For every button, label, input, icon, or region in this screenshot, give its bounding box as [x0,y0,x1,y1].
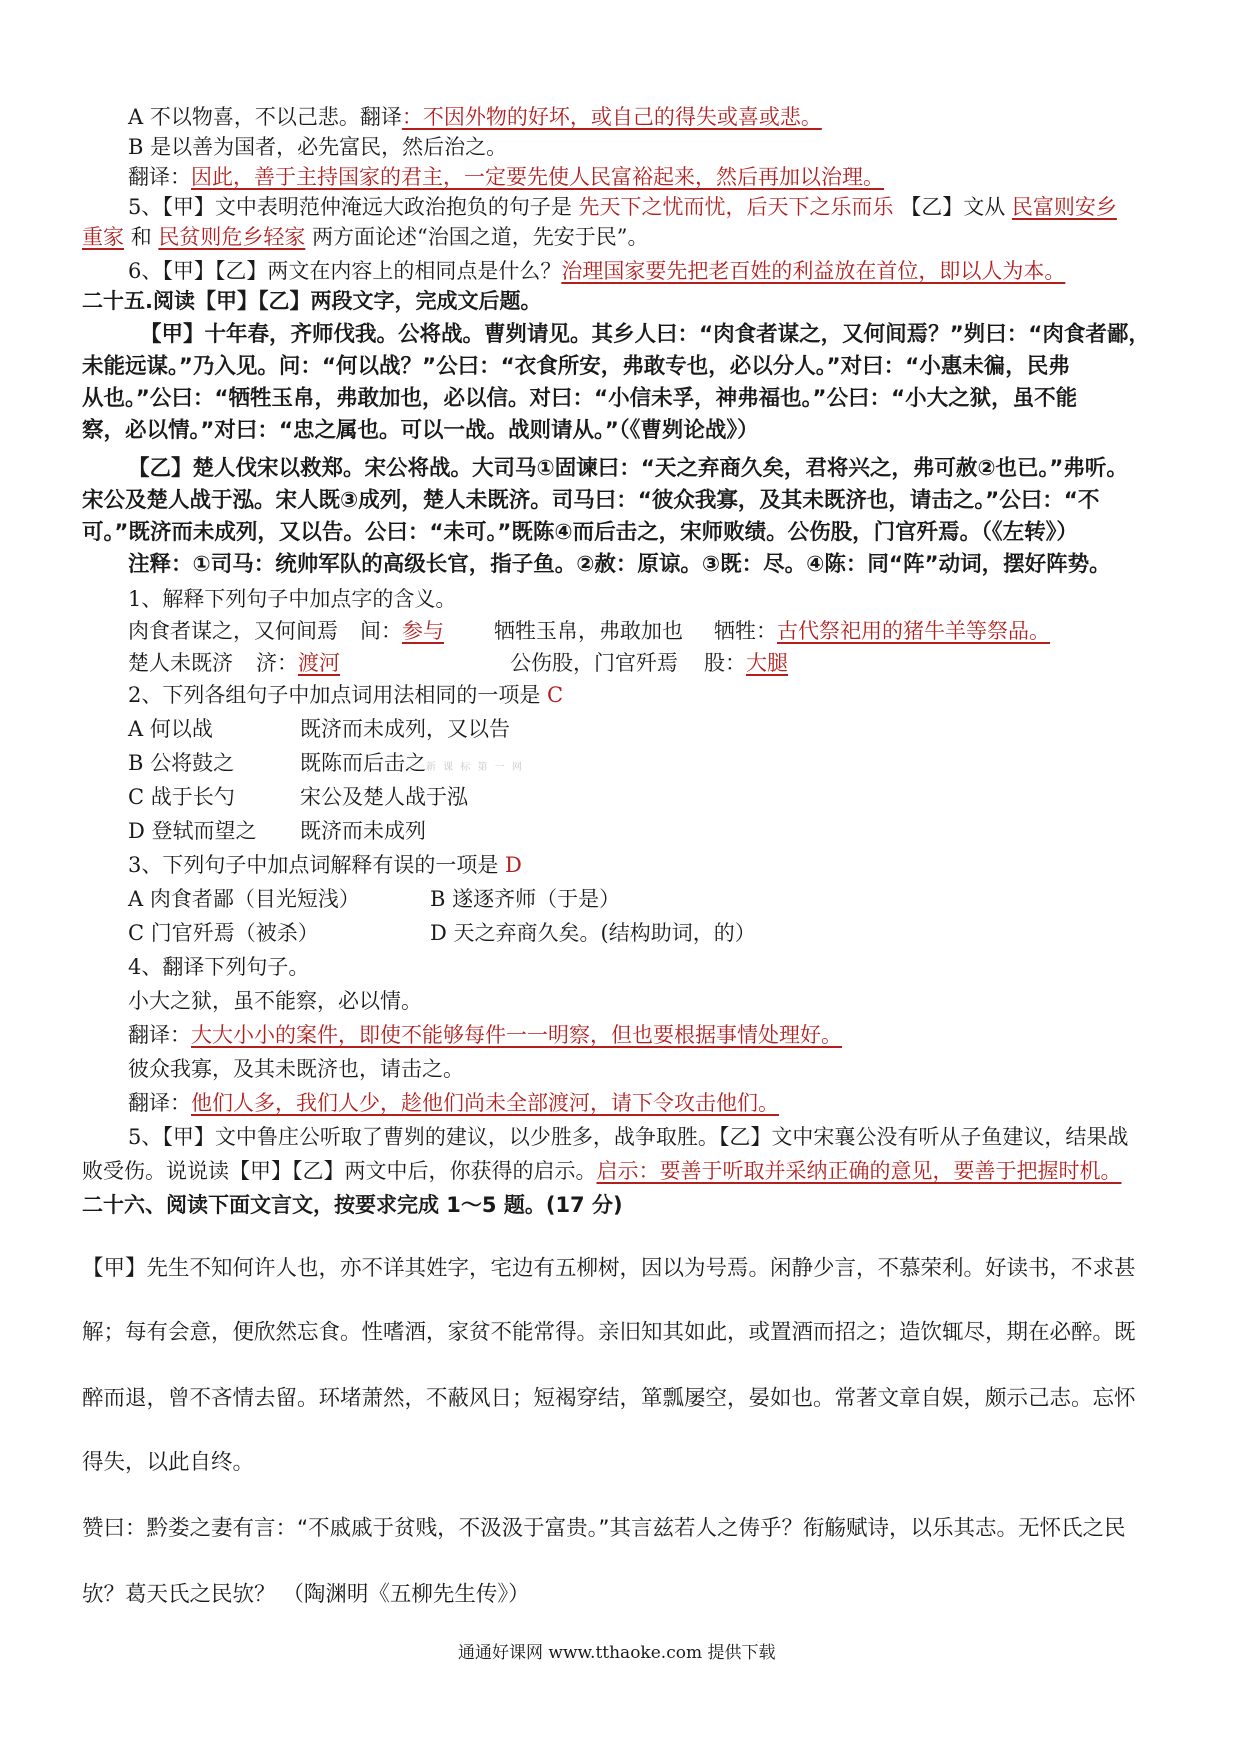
s26-line-4: 得失，以此自终。 [82,1450,255,1475]
s26-heading: 二十六、阅读下面文言文，按要求完成 1～5 题。(17 分) [82,1193,623,1217]
s24-q5-answer-2b: 重家 [82,225,124,249]
s25-q1-row-d: 公伤股，门官歼焉 [510,651,678,675]
s25-q1-row-d-ans: 股：大腿 [704,651,788,675]
s24-question-b: B 是以善为国者，必先富民，然后治之。 [128,135,508,159]
s25-q2-answer: C [547,683,564,707]
s26-line-3: 醉而退，曾不吝情去留。环堵萧然，不蔽风日；短褐穿结，箪瓢屡空，晏如也。常著文章自娱，颇示己志。忘怀 [82,1386,1136,1411]
s25-q3-option-c: C 门官歼焉（被杀） [128,921,319,945]
s25-q2-row-c-left: C 战于长勺 [128,785,235,809]
s25-q2-row-c-right: 宋公及楚人战于泓 [300,785,468,809]
s25-q3-title: 3、下列句子中加点词解释有误的一项是 D [128,853,522,877]
s24-q5-answer-3: 民贫则危乡轻家 [158,225,306,249]
s24-question-5: 5、【甲】文中表明范仲淹远大政治抱负的句子是 先天下之忧而忧，后天下之乐而乐 【乙】文从 民富则安乡 [128,195,1117,219]
s25-q4-answer-2: 他们人多，我们人少，趁他们尚未全部渡河，请下令攻击他们。 [191,1091,779,1115]
s25-q1-answer-d: 大腿 [746,651,788,675]
watermark: 新 课 标 第 一 网 [426,762,524,773]
s24-question-a: A 不以物喜，不以己悲。翻译：不因外物的好坏，或自己的得失或喜或悲。 [128,105,822,129]
s25-q5-answer: 启示：要善于听取并采纳正确的意见，要善于把握时机。 [596,1159,1122,1183]
s25-q2-row-b-right: 既陈而后击之新 课 标 第 一 网 [300,751,524,775]
s25-q2-row-a-right: 既济而未成列，又以告 [300,717,510,741]
s25-q4-answer-1: 大大小小的案件，即使不能够每件一一明察，但也要根据事情处理好。 [191,1023,842,1047]
s25-q1-title: 1、解释下列句子中加点字的含义。 [128,587,457,611]
s24-answer-a: ：不因外物的好坏，或自己的得失或喜或悲。 [401,105,822,129]
s25-q1-row-a: 肉食者谋之，又何间焉 [128,619,338,643]
s24-question-5-cont: 重家 和 民贫则危乡轻家 两方面论述“治国之道，先安于民”。 [82,225,649,249]
s25-q2-row-a-left: A 何以战 [128,717,213,741]
s26-line-2: 解；每有会意，便欣然忘食。性嗜酒，家贫不能常得。亲旧知其如此，或置酒而招之；造饮辄尽，期在必醉。既 [82,1320,1136,1345]
s25-q3-option-d: D 天之弃商久矣。(结构助词，的） [430,921,756,945]
page-footer: 通通好课网 www.tthaoke.com 提供下载 [458,1643,776,1663]
s26-line-6: 欤？葛天氏之民欤？ （陶渊明《五柳先生传》） [82,1582,530,1607]
s25-q4-answer-2-line: 翻译：他们人多，我们人少，趁他们尚未全部渡河，请下令攻击他们。 [128,1091,779,1115]
s25-yi-line-1: 【乙】楚人伐宋以救郑。宋公将战。大司马①固谏曰：“天之弃商久矣，君将兴之，弗可赦②也已。”弗听。 [128,456,1128,481]
s24-q5-answer-1: 先天下之忧而忧，后天下之乐而乐 [578,195,894,219]
s25-q5-line-2: 败受伤。说说读【甲】【乙】两文中后，你获得的启示。启示：要善于听取并采纳正确的意见，要善于把握时机。 [82,1159,1122,1183]
s25-q1-row-b-ans: 牺牲：古代祭祀用的猪牛羊等祭品。 [714,619,1050,643]
s25-q1-row-a-ans: 间：参与 [360,619,444,643]
s25-jia-line-1: 【甲】十年春，齐师伐我。公将战。曹刿请见。其乡人曰：“肉食者谋之，又何间焉？”刿曰：“肉食者鄙， [140,322,1150,347]
s24-answer-b: 因此，善于主持国家的君主，一定要先使人民富裕起来，然后再加以治理。 [191,165,884,189]
s25-q1-row-b: 牺牲玉帛，弗敢加也 [494,619,683,643]
s25-jia-line-4: 察，必以情。”对曰：“忠之属也。可以一战。战则请从。”（《曹刿论战》） [82,418,759,443]
s25-jia-line-2: 未能远谋。”乃入见。问：“何以战？”公曰：“衣食所安，弗敢专也，必以分人。”对曰：“小惠未徧，民弗 [82,354,1070,379]
s25-q1-row-c: 楚人未既济 [128,651,233,675]
s25-q1-answer-c: 渡河 [298,651,340,675]
s25-q1-row-c-ans: 济：渡河 [256,651,340,675]
s26-line-5: 赞曰：黔娄之妻有言：“不戚戚于贫贱，不汲汲于富贵。”其言兹若人之俦乎？衔觞赋诗，以乐其志。无怀氏之民 [82,1516,1126,1541]
s25-q1-answer-a: 参与 [402,619,444,643]
s25-q3-option-b: B 遂逐齐师（于是） [430,887,621,911]
s25-heading: 二十五.阅读【甲】【乙】两段文字，完成文后题。 [82,289,542,313]
s25-q2-row-b-left: B 公将鼓之 [128,751,235,775]
s25-yi-line-2: 宋公及楚人战于泓。宋人既③成列，楚人未既济。司马曰：“彼众我寡，及其未既济也，请击之。”公曰：“不 [82,488,1100,513]
s25-q3-option-a: A 肉食者鄙（目光短浅） [128,887,360,911]
s25-jia-line-3: 从也。”公曰：“牺牲玉帛，弗敢加也，必以信。对曰：“小信未孚，神弗福也。”公曰：“小大之狱，虽不能 [82,386,1078,411]
s25-yi-line-3: 可。”既济而未成列，又以告。公曰：“未可。”既陈④而后击之，宋师败绩。公伤股，门官歼焉。（《左转》） [82,520,1078,545]
s24-q6-answer: 治理国家要先把老百姓的利益放在首位，即以人为本。 [561,259,1066,283]
s25-q2-row-d-left: D 登轼而望之 [128,819,257,843]
s25-q1-answer-b: 古代祭祀用的猪牛羊等祭品。 [777,619,1050,643]
s24-q5-answer-2a: 民富则安乡 [1011,195,1117,219]
s25-q5-line-1: 5、【甲】文中鲁庄公听取了曹刿的建议，以少胜多，战争取胜。【乙】文中宋襄公没有听从子鱼建议，结果战 [128,1125,1129,1149]
s24-question-6: 6、【甲】【乙】两文在内容上的相同点是什么？治理国家要先把老百姓的利益放在首位，即以人为本。 [128,259,1066,283]
s26-line-1: 【甲】先生不知何许人也，亦不详其姓字，宅边有五柳树，因以为号焉。闲静少言，不慕荣利。好读书，不求甚 [82,1256,1136,1281]
s25-q3-answer: D [505,853,522,877]
s25-q4-title: 4、翻译下列句子。 [128,955,310,979]
s25-q2-title: 2、下列各组句子中加点词用法相同的一项是 C [128,683,564,707]
s24-answer-b-line: 翻译：因此，善于主持国家的君主，一定要先使人民富裕起来，然后再加以治理。 [128,165,884,189]
s25-q2-row-d-right: 既济而未成列 [300,819,426,843]
s25-q4-answer-1-line: 翻译：大大小小的案件，即使不能够每件一一明察，但也要根据事情处理好。 [128,1023,842,1047]
s25-notes: 注释：①司马：统帅军队的高级长官，指子鱼。②赦：原谅。③既：尽。④陈：同“阵”动词，摆好阵势。 [128,552,1111,577]
s25-q4-sentence-1: 小大之狱，虽不能察，必以情。 [128,989,422,1013]
s25-q4-sentence-2: 彼众我寡，及其未既济也，请击之。 [128,1057,464,1081]
